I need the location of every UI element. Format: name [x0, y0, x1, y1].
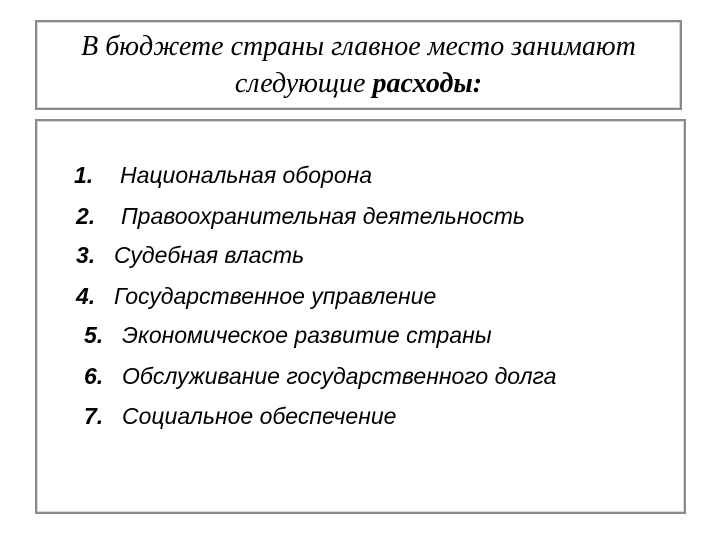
list-item-number: 2.	[76, 203, 96, 229]
list-item-number: 7.	[84, 403, 104, 429]
list-item-text: Экономическое развитие страны	[122, 322, 492, 348]
list-item-number: 6.	[84, 363, 104, 389]
list-item-text: Обслуживание государственного долга	[122, 363, 557, 389]
title-line-2	[235, 65, 482, 102]
list-item-text: Социальное обеспечение	[122, 403, 397, 429]
list-item	[84, 402, 396, 430]
list-item	[84, 321, 492, 349]
list-item	[74, 161, 372, 189]
title-line-1: В бюджете страны главное место занимают	[81, 31, 636, 62]
title-line-2-prefix: следующие	[234, 68, 373, 99]
list-item	[76, 241, 304, 269]
list-item	[76, 202, 525, 230]
list-item-number: 5.	[84, 322, 104, 348]
content-box	[35, 119, 686, 514]
title-box	[35, 20, 682, 110]
list-item-number: 1.	[74, 162, 94, 188]
list-item-text: Правоохранительная деятельность	[121, 203, 525, 229]
list-item-text: Национальная оборона	[120, 162, 373, 188]
list-item	[76, 282, 436, 310]
list-item-number: 3.	[76, 242, 96, 268]
list-item	[84, 362, 556, 390]
title-line-2-bold: расходы:	[372, 68, 483, 99]
list-item-text: Судебная власть	[114, 242, 305, 268]
list-item-number: 4.	[76, 283, 96, 309]
list-item-text: Государственное управление	[114, 283, 437, 309]
